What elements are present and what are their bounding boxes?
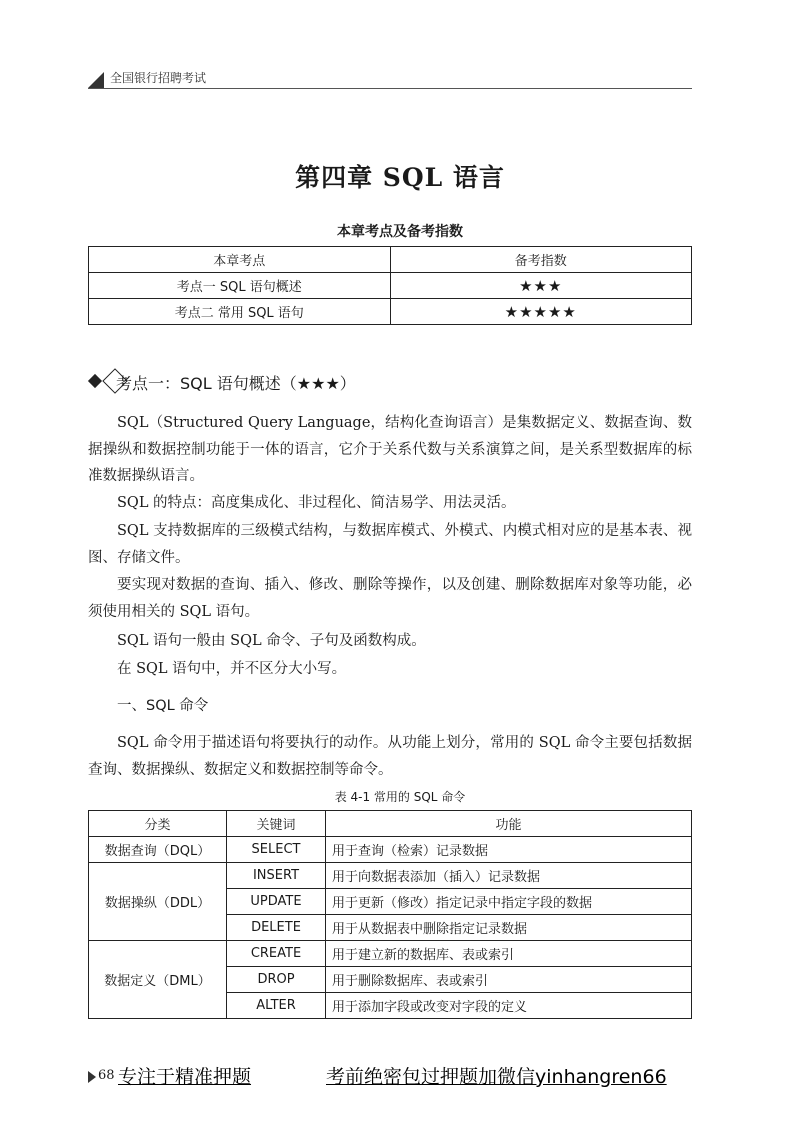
- page-number: 68: [98, 1068, 115, 1083]
- table-row: [89, 837, 692, 863]
- overview-topic-cell: 考点二 常用 SQL 语句: [89, 299, 391, 325]
- table-row: [89, 941, 692, 967]
- function-cell: 用于删除数据库、表或索引: [326, 967, 692, 993]
- page-footer: [88, 1062, 692, 1090]
- keyword-cell: SELECT: [227, 837, 326, 863]
- category-cell: 数据定义（DML）: [89, 941, 227, 1019]
- footer-left-text: 专注于精准押题: [118, 1066, 252, 1088]
- overview-topic-cell: 考点一 SQL 语句概述: [89, 273, 391, 299]
- body-paragraph: 在 SQL 语句中，并不区分大小写。: [117, 661, 347, 677]
- overview-rating-cell: ★★★: [390, 273, 692, 299]
- body-paragraph: 要实现对数据的查询、插入、修改、删除等操作，以及创建、删除数据库对象等功能，必须使用相关的 SQL 语句。: [88, 577, 692, 620]
- body-paragraph: SQL 支持数据库的三级模式结构，与数据库模式、外模式、内模式相对应的是基本表、视图、存储文件。: [88, 523, 692, 566]
- function-cell: 用于向数据表添加（插入）记录数据: [326, 863, 692, 889]
- section-heading: [86, 370, 446, 394]
- overview-table: [88, 246, 692, 325]
- keyword-cell: UPDATE: [227, 889, 326, 915]
- chapter-title: 第四章 SQL 语言: [295, 163, 505, 192]
- running-title: 全国银行招聘考试: [110, 71, 207, 85]
- header-triangle-icon: [88, 72, 104, 88]
- category-cell: 数据查询（DQL）: [89, 837, 227, 863]
- command-table-caption: 表 4-1 常用的 SQL 命令: [334, 790, 466, 804]
- overview-header-topic: 本章考点: [89, 247, 391, 273]
- keyword-cell: INSERT: [227, 863, 326, 889]
- command-header-function: 功能: [326, 811, 692, 837]
- overview-rating-cell: ★★★★★: [390, 299, 692, 325]
- keyword-cell: ALTER: [227, 993, 326, 1019]
- command-header-keyword: 关键词: [227, 811, 326, 837]
- running-header: [88, 66, 692, 89]
- command-table: [88, 810, 692, 1019]
- body-paragraph: SQL 语句一般由 SQL 命令、子句及函数构成。: [117, 633, 426, 649]
- command-header-category: 分类: [89, 811, 227, 837]
- footer-triangle-icon: [88, 1071, 96, 1083]
- body-paragraph: SQL 的特点：高度集成化、非过程化、简洁易学、用法灵活。: [117, 495, 516, 511]
- overview-table-header-row: [89, 247, 692, 273]
- function-cell: 用于从数据表中删除指定记录数据: [326, 915, 692, 941]
- overview-table-caption: 本章考点及备考指数: [337, 224, 463, 240]
- body-paragraph: SQL（Structured Query Language，结构化查询语言）是集数据定义、数据查询、数据操纵和数据控制功能于一体的语言，它介于关系代数与关系演算之间，是关系型数据库的标准数据操纵语言。: [88, 415, 692, 484]
- function-cell: 用于查询（检索）记录数据: [326, 837, 692, 863]
- table-row: [89, 863, 692, 889]
- table-row: [89, 273, 692, 299]
- function-cell: 用于添加字段或改变对字段的定义: [326, 993, 692, 1019]
- function-cell: 用于建立新的数据库、表或索引: [326, 941, 692, 967]
- section-title: 考点一：SQL 语句概述（★★★）: [116, 374, 356, 393]
- keyword-cell: DELETE: [227, 915, 326, 941]
- footer-right-text: 考前绝密包过押题加微信yinhangren66: [326, 1066, 667, 1088]
- command-table-header-row: [89, 811, 692, 837]
- subheading: 一、SQL 命令: [117, 698, 209, 714]
- function-cell: 用于更新（修改）指定记录中指定字段的数据: [326, 889, 692, 915]
- overview-header-rating: 备考指数: [390, 247, 692, 273]
- keyword-cell: CREATE: [227, 941, 326, 967]
- body-paragraph: SQL 命令用于描述语句将要执行的动作。从功能上划分，常用的 SQL 命令主要包括数据查询、数据操纵、数据定义和数据控制等命令。: [88, 735, 692, 778]
- category-cell: 数据操纵（DDL）: [89, 863, 227, 941]
- filled-diamond-icon: [88, 374, 102, 388]
- table-row: [89, 299, 692, 325]
- keyword-cell: DROP: [227, 967, 326, 993]
